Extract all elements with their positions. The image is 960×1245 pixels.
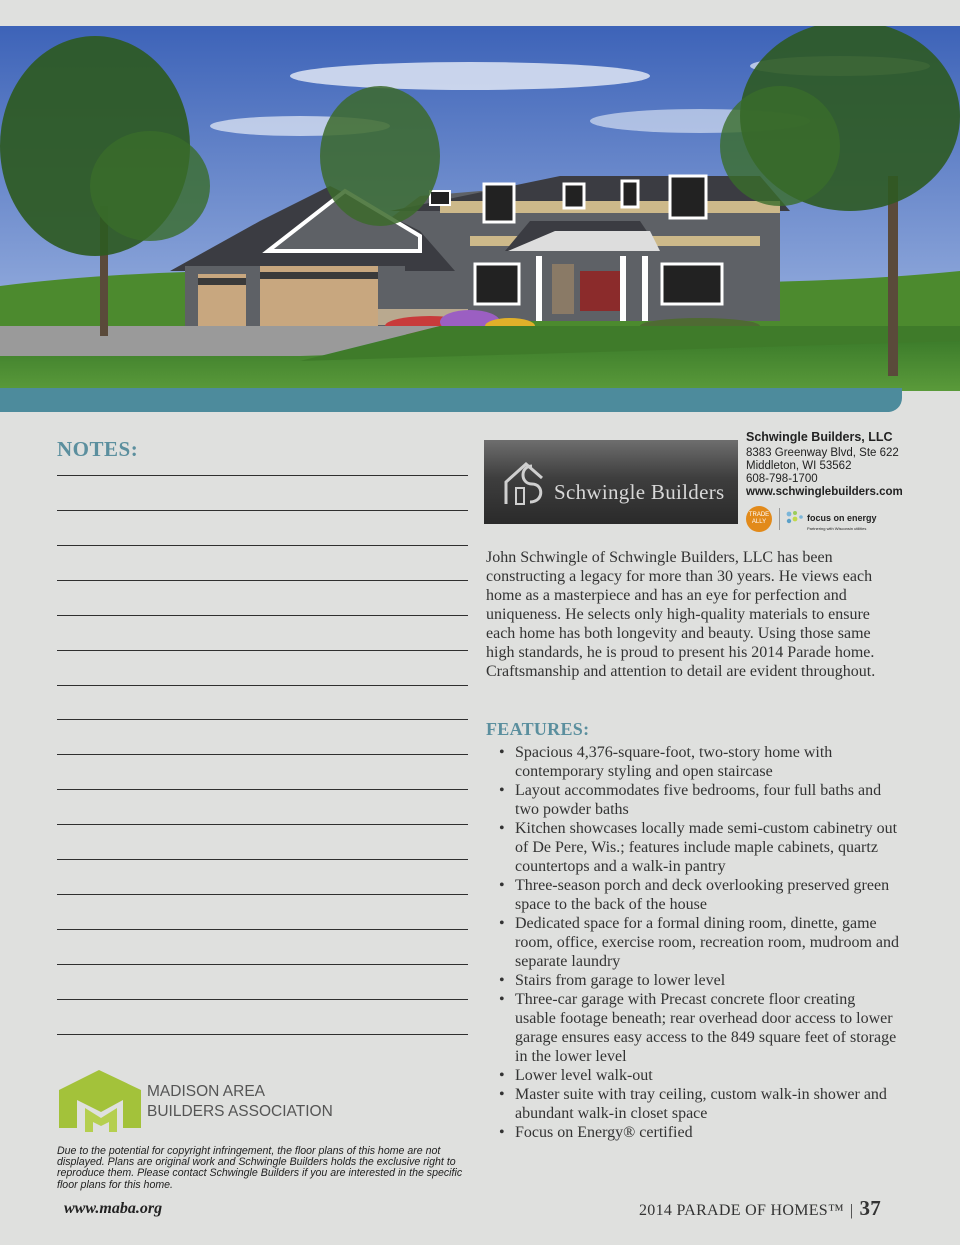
feature-item: • Spacious 4,376-square-foot, two-story home with contemporary styling and open staircase xyxy=(499,743,899,781)
note-line xyxy=(57,580,468,581)
teal-band xyxy=(0,388,902,412)
note-line xyxy=(57,719,468,720)
features-list xyxy=(499,743,899,1142)
feature-item: • Kitchen showcases locally made semi-custom cabinetry out of De Pere, Wis.; features include maple cabinets, quartz countertops and a walk-in pantry xyxy=(499,819,899,876)
builder-phone: 608-798-1700 xyxy=(746,473,818,485)
note-line xyxy=(57,510,468,511)
note-line xyxy=(57,999,468,1000)
builder-logo xyxy=(484,440,738,524)
note-line xyxy=(57,685,468,686)
focus-on-energy-text: focus on energy xyxy=(807,513,877,523)
note-line xyxy=(57,894,468,895)
footer-separator: | xyxy=(849,1202,854,1219)
association-line2: BUILDERS ASSOCIATION xyxy=(147,1103,333,1120)
association-name xyxy=(147,1082,333,1122)
builder-address-line2: Middleton, WI 53562 xyxy=(746,460,852,472)
feature-item: • Three-season porch and deck overlooking preserved green space to the back of the house xyxy=(499,876,899,914)
note-line xyxy=(57,545,468,546)
note-line xyxy=(57,964,468,965)
builder-address-line1: 8383 Greenway Blvd, Ste 622 xyxy=(746,447,899,459)
note-line xyxy=(57,650,468,651)
features-title: FEATURES: xyxy=(486,719,590,739)
builder-description: John Schwingle of Schwingle Builders, LLC has been constructing a legacy for more than 30 years. He views each home as a masterpiece and has an eye for perfection and uniqueness. He selects only high-quality materials to ensure each home has both longevity and beauty. Using those same high standards, he is proud to present his 2014 Parade home. Craftsmanship and attention to detail are evident throughout. xyxy=(486,549,876,680)
note-line xyxy=(57,824,468,825)
page-footer xyxy=(639,1196,881,1221)
publication-name: 2014 PARADE OF HOMES™ xyxy=(639,1202,844,1219)
maba-logo-icon xyxy=(57,1068,147,1134)
feature-item: • Stairs from garage to lower level xyxy=(499,971,899,990)
focus-on-energy-logo-icon xyxy=(785,510,805,526)
note-line xyxy=(57,754,468,755)
builder-house-mark-icon xyxy=(502,458,552,508)
feature-item: • Lower level walk-out xyxy=(499,1066,899,1085)
note-line xyxy=(57,475,468,476)
feature-item: • Layout accommodates five bedrooms, four full baths and two powder baths xyxy=(499,781,899,819)
feature-item: • Dedicated space for a formal dining room, dinette, game room, office, exercise room, recreation room, mudroom and separate laundry xyxy=(499,914,899,971)
feature-item: • Master suite with tray ceiling, custom walk-in shower and abundant walk-in closet space xyxy=(499,1085,899,1123)
focus-on-energy-tagline: Partnering with Wisconsin utilities xyxy=(807,526,867,531)
builder-website-link[interactable]: www.schwinglebuilders.com xyxy=(746,486,903,498)
badge-divider xyxy=(779,508,780,530)
builder-logo-text: Schwingle Builders xyxy=(554,480,725,504)
trade-ally-badge-icon: TRADE ALLY xyxy=(746,506,772,532)
feature-item: • Focus on Energy® certified xyxy=(499,1123,899,1142)
note-line xyxy=(57,859,468,860)
hero-house-image xyxy=(0,26,960,391)
builder-name: Schwingle Builders, LLC xyxy=(746,430,893,444)
note-line xyxy=(57,789,468,790)
notes-title: NOTES: xyxy=(57,437,139,461)
disclaimer: Due to the potential for copyright infringement, the floor plans of this home are not displayed. Plans are original work and Schwingle Builders holds the exclusive right to reproduce them. Please contact Schwingle Builders if you are interested in the specific floor plans for this home. xyxy=(57,1145,463,1191)
feature-item: • Three-car garage with Precast concrete floor creating usable footage beneath; rear overhead door access to lower garage ensures easy access to the 849 square feet of storage in the lower level xyxy=(499,990,899,1066)
association-line1: MADISON AREA xyxy=(147,1083,265,1100)
note-line xyxy=(57,929,468,930)
maba-url-link[interactable]: www.maba.org xyxy=(64,1200,163,1217)
note-line xyxy=(57,1034,468,1035)
page-number: 37 xyxy=(859,1196,882,1220)
builder-contact xyxy=(746,431,903,499)
note-line xyxy=(57,615,468,616)
